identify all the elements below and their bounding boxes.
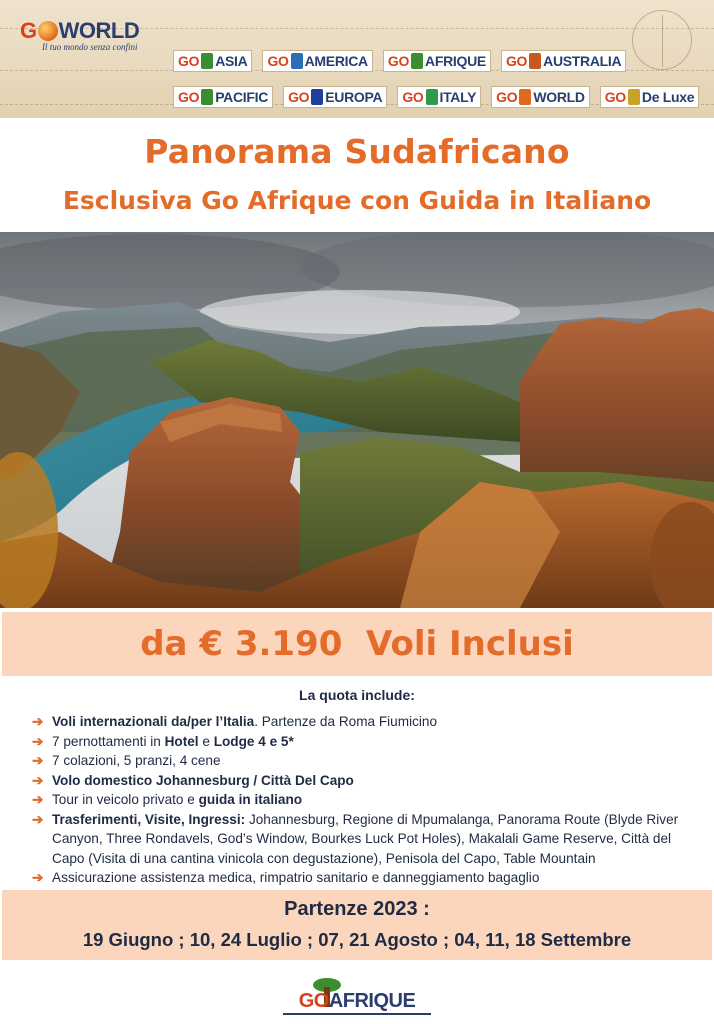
brand-go-prefix: GO xyxy=(604,89,626,105)
includes-item xyxy=(32,712,702,732)
includes-item xyxy=(32,751,702,771)
italy-icon xyxy=(426,89,438,105)
arrow-right-icon: ➔ xyxy=(32,753,44,768)
includes-item xyxy=(32,810,702,869)
globe-icon xyxy=(38,21,58,41)
arrow-right-icon: ➔ xyxy=(32,733,44,749)
brand-name: ASIA xyxy=(215,53,248,69)
includes-item-text: Johannesburg, Regione di Mpumalanga, Panorama Route (Blyde River Canyon, Three Rondavels, God’s Window, Bourkes Luck Pot Holes), Makalali Game Reserve, Città del Capo (Visita di una cantina vinicola con degustazione), Penisola del Capo, Table Mountain xyxy=(52,811,679,866)
palm-icon xyxy=(201,89,213,105)
compass-rose-icon xyxy=(632,10,692,70)
includes-item xyxy=(32,868,702,888)
includes-item-text: Tour in veicolo privato e xyxy=(52,792,199,807)
includes-item-text: . Partenze da Roma Fiumicino xyxy=(254,714,438,729)
brand-go-prefix: GO xyxy=(402,89,424,105)
brand-go-prefix: GO xyxy=(267,53,289,69)
logo-word: WORLD xyxy=(58,18,140,43)
includes-item xyxy=(32,790,702,810)
brand-go-prefix: GO xyxy=(387,53,410,69)
brand-logo-world xyxy=(491,86,590,108)
includes-item-text: 7 pernottamenti in xyxy=(52,733,165,749)
brand-logo-europa xyxy=(283,86,387,108)
price-text: da € 3.190 Voli Inclusi xyxy=(140,624,574,664)
includes-item-bold: Trasferimenti, Visite, Ingressi: xyxy=(52,811,246,827)
arrow-right-icon: ➔ xyxy=(32,714,44,729)
footer-brand-name: AFRIQUE xyxy=(328,990,416,1012)
brand-logo-australia xyxy=(501,50,626,72)
includes-item-text: Assicurazione assistenza medica, rimpatrio sanitario e danneggiamento bagaglio xyxy=(52,870,540,885)
brand-logo-italy xyxy=(397,86,481,108)
includes-item xyxy=(32,732,702,752)
includes-item-bold: Voli internazionali da/per l’Italia xyxy=(52,714,255,729)
includes-item-bold: Volo domestico Johannesburg / Città Del Capo xyxy=(52,772,354,788)
baobab-icon xyxy=(411,53,423,69)
includes-item xyxy=(32,771,702,791)
goafrique-footer-logo: GOAFRIQUE xyxy=(283,975,431,1019)
brand-go-prefix: GO xyxy=(496,89,518,105)
includes-list xyxy=(32,712,702,888)
boomerang-icon xyxy=(529,53,541,69)
includes-item-bold: Lodge 4 e 5* xyxy=(213,733,294,749)
header-banner xyxy=(0,0,714,118)
brand-go-prefix: GO xyxy=(178,89,200,105)
includes-item-bold: guida in italiano xyxy=(198,792,303,807)
crown-icon xyxy=(628,89,640,105)
brand-go-prefix: GO xyxy=(505,53,528,69)
arrow-right-icon: ➔ xyxy=(32,811,44,827)
brand-name: EUROPA xyxy=(325,89,383,105)
brand-logo-pacific xyxy=(173,86,273,108)
departures-title: Partenze 2023 : xyxy=(284,898,430,920)
brand-name: AMERICA xyxy=(304,53,368,69)
brand-name: AFRIQUE xyxy=(425,53,486,69)
arrow-right-icon: ➔ xyxy=(32,792,44,807)
eu-flag-icon xyxy=(311,89,323,105)
brand-logos-row-1 xyxy=(173,50,626,72)
logo-tagline: Il tuo mondo senza confini xyxy=(42,42,138,52)
arrow-right-icon: ➔ xyxy=(32,870,44,885)
brand-name: De Luxe xyxy=(641,89,695,105)
brand-go-prefix: GO xyxy=(178,53,200,69)
statue-icon xyxy=(291,53,303,69)
brand-logo-de-luxe xyxy=(600,86,700,108)
brand-name: AUSTRALIA xyxy=(543,53,622,69)
brand-name: ITALY xyxy=(439,89,477,105)
brand-name: WORLD xyxy=(533,89,585,105)
globe-icon xyxy=(519,89,531,105)
price-band xyxy=(2,612,712,676)
includes-item-text: e xyxy=(198,733,214,749)
arrow-right-icon: ➔ xyxy=(32,772,44,788)
includes-item-text: 7 colazioni, 5 pranzi, 4 cene xyxy=(52,753,221,768)
blyde-river-canyon-photo xyxy=(0,232,714,608)
page-title: Panorama Sudafricano xyxy=(144,132,570,171)
brand-logo-america xyxy=(262,50,372,72)
brand-logo-asia xyxy=(173,50,252,72)
page-subtitle: Esclusiva Go Afrique con Guida in Italiano xyxy=(62,186,652,215)
palm-icon xyxy=(201,53,213,69)
goworld-logo: G WORLD Il tuo mondo senza confini xyxy=(20,18,156,58)
includes-heading: La quota include: xyxy=(299,687,415,703)
brand-logos-row-2 xyxy=(173,86,699,108)
departures-dates: 19 Giugno ; 10, 24 Luglio ; 07, 21 Agosto ; 04, 11, 18 Settembre xyxy=(82,929,632,950)
brand-name: PACIFIC xyxy=(215,89,269,105)
brand-go-prefix: GO xyxy=(288,89,310,105)
includes-item-bold: Hotel xyxy=(164,733,199,749)
brand-logo-afrique xyxy=(383,50,491,72)
